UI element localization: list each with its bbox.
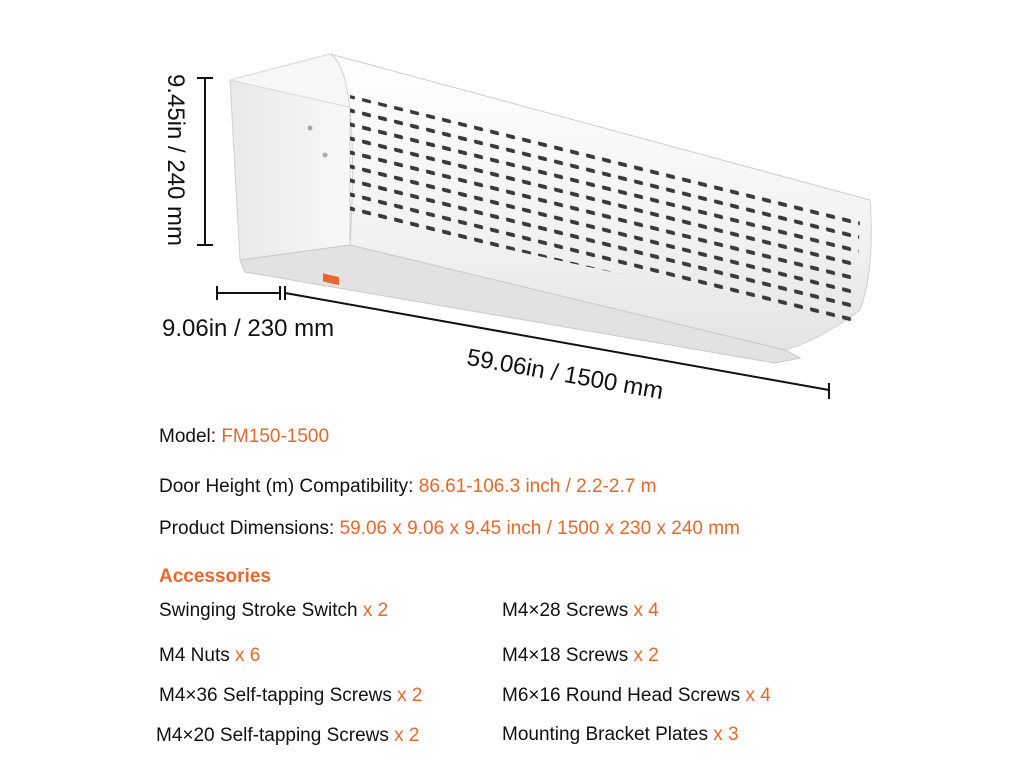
accessory-qty: x 4 [633, 600, 659, 621]
accessory-qty: x 2 [397, 685, 423, 706]
accessory-name: M4×28 Screws [502, 600, 629, 621]
height-dimension-label: 9.45in / 240 mm [162, 73, 189, 247]
door-height-value: 86.61-106.3 inch / 2.2-2.7 m [418, 476, 657, 497]
accessory-item [502, 685, 771, 707]
accessory-qty: x 3 [713, 724, 739, 745]
accessory-name: Swinging Stroke Switch [159, 600, 358, 621]
accessory-item [159, 685, 423, 707]
depth-dimension-label: 9.06in / 230 mm [162, 315, 335, 342]
accessory-name: M4×36 Self-tapping Screws [159, 685, 392, 706]
product-dimensions-label: Product Dimensions: [159, 518, 335, 539]
accessory-item [159, 600, 388, 622]
model-value: FM150-1500 [221, 426, 330, 447]
accessory-item [502, 645, 659, 667]
product-dimensions-spec [159, 518, 740, 540]
accessory-item [159, 645, 260, 667]
model-label: Model: [159, 426, 217, 447]
product-dimensions-value: 59.06 x 9.06 x 9.45 inch / 1500 x 230 x 240 mm [339, 518, 740, 539]
accessory-qty: x 2 [362, 600, 389, 621]
door-height-spec [159, 476, 656, 498]
accessory-item [502, 724, 739, 746]
accessory-name: M4 Nuts [159, 645, 230, 666]
accessories-title: Accessories [159, 566, 271, 587]
accessory-item [502, 600, 659, 622]
model-spec [159, 426, 329, 448]
accessory-name: M4×20 Self-tapping Screws [156, 725, 389, 746]
accessory-qty: x 6 [235, 645, 261, 666]
accessory-qty: x 2 [633, 645, 659, 666]
length-dimension-label: 59.06in / 1500 mm [464, 343, 666, 406]
accessory-name: M4×18 Screws [502, 645, 629, 666]
accessory-name: M6×16 Round Head Screws [502, 685, 741, 706]
door-height-label: Door Height (m) Compatibility: [159, 476, 414, 497]
accessory-qty: x 2 [394, 725, 420, 746]
accessory-name: Mounting Bracket Plates [502, 724, 708, 745]
accessory-qty: x 4 [745, 685, 771, 706]
accessory-item [156, 725, 420, 747]
